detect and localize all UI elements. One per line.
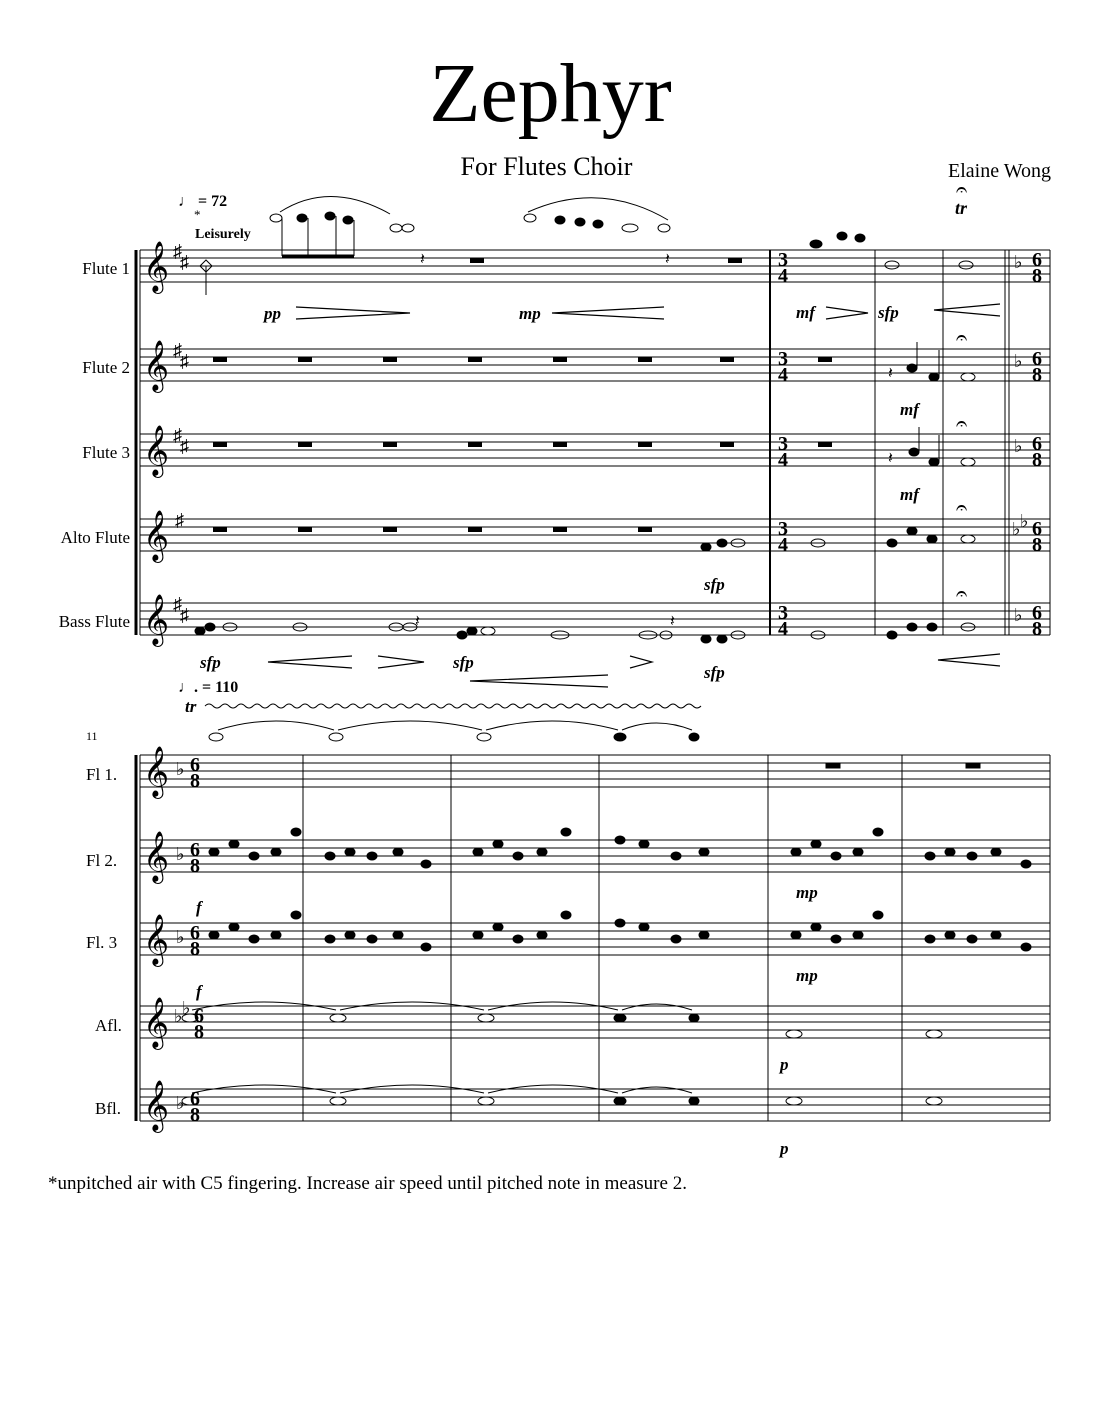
sharp-icon: ♯ (175, 510, 184, 530)
svg-text:𝄽: 𝄽 (665, 251, 670, 268)
svg-text:8: 8 (1032, 449, 1042, 471)
trill-mark: tr (185, 697, 197, 716)
treble-clef-icon: 𝄞 (143, 341, 170, 390)
svg-text:3: 3 (778, 518, 788, 540)
dynamic-f: f (196, 898, 202, 917)
fermata-icon: 𝄐 (956, 327, 968, 349)
staff-bfl (140, 1089, 1050, 1121)
svg-text:8: 8 (190, 855, 200, 877)
system-2-dynamics (196, 883, 818, 1158)
instrument-label-flute-1: Flute 1 (82, 259, 130, 278)
svg-text:6: 6 (1032, 249, 1042, 271)
flute-1-notes (200, 179, 973, 295)
dynamic-sfp: sfp (704, 663, 725, 682)
svg-text:𝄽: 𝄽 (415, 613, 420, 630)
sharp-icon: ♯ (173, 241, 182, 261)
sharp-icon: ♯ (180, 605, 189, 625)
score-title: Zephyr (429, 47, 672, 140)
system-1-clefs (143, 242, 169, 647)
dynamic-mp: mp (519, 304, 541, 323)
sharp-icon: ♯ (173, 425, 182, 445)
treble-clef-icon: 𝄞 (143, 747, 170, 796)
svg-text:3: 3 (778, 249, 788, 271)
staff-fl-1 (140, 755, 1050, 787)
svg-text:𝄽: 𝄽 (888, 365, 893, 382)
treble-clef-icon: 𝄞 (143, 832, 170, 881)
instrument-label-flute-3: Flute 3 (82, 443, 130, 462)
svg-text:8: 8 (1032, 364, 1042, 386)
svg-text:6: 6 (194, 1005, 204, 1027)
instrument-label-bfl: Bfl. (95, 1099, 121, 1118)
treble-clef-icon: 𝄞 (143, 511, 170, 560)
footnote-text: *unpitched air with C5 fingering. Increase air speed until pitched note in measure 2. (48, 1173, 687, 1194)
dynamic-p: p (780, 1139, 789, 1158)
svg-text:8: 8 (1032, 265, 1042, 287)
system-2-key-time (174, 754, 204, 1126)
svg-text:3: 3 (778, 602, 788, 624)
fermata-icon: 𝄐 (956, 179, 968, 201)
svg-text:4: 4 (778, 449, 788, 471)
svg-text:♭: ♭ (176, 927, 185, 947)
measure-number: 11 (86, 729, 98, 743)
svg-text:8: 8 (1032, 534, 1042, 556)
dynamic-sfp: sfp (200, 653, 221, 672)
treble-clef-icon: 𝄞 (143, 1081, 170, 1130)
treble-clef-icon: 𝄞 (143, 426, 170, 475)
svg-text:6: 6 (1032, 518, 1042, 540)
svg-text:6: 6 (190, 922, 200, 944)
svg-text:8: 8 (1032, 618, 1042, 640)
end-key-time-6-8 (1012, 249, 1042, 640)
fermata-icon: 𝄐 (956, 413, 968, 435)
score-subtitle: For Flutes Choir (460, 152, 633, 181)
svg-text:♭: ♭ (182, 998, 191, 1018)
instrument-label-afl: Afl. (95, 1016, 122, 1035)
instrument-label-bass-flute: Bass Flute (58, 612, 130, 631)
sharp-icon: ♯ (173, 340, 182, 360)
svg-text:6: 6 (190, 1088, 200, 1110)
svg-text:♭: ♭ (176, 759, 185, 779)
tempo-marking-2: ♩. = 110 (178, 679, 239, 696)
dynamic-mf: mf (900, 485, 919, 504)
svg-text:8: 8 (194, 1021, 204, 1043)
dynamic-p: p (780, 1055, 789, 1074)
svg-text:6: 6 (190, 839, 200, 861)
sharp-icon: ♯ (173, 594, 182, 614)
svg-text:4: 4 (778, 618, 788, 640)
sharp-icon: ♯ (180, 436, 189, 456)
instrument-label-fl-3: Fl. 3 (86, 933, 118, 952)
treble-clef-icon: 𝄞 (143, 998, 170, 1047)
system-1-rests (213, 258, 832, 532)
time-signature-3-4 (778, 249, 788, 640)
fermata-icon: 𝄐 (956, 497, 968, 519)
svg-text:♭: ♭ (1012, 519, 1021, 539)
svg-text:6: 6 (1032, 348, 1042, 370)
dynamic-f: f (196, 982, 202, 1001)
svg-text:8: 8 (190, 1104, 200, 1126)
system-1-hairpins (268, 304, 1000, 687)
dynamic-mp: mp (796, 883, 818, 902)
svg-text:8: 8 (190, 938, 200, 960)
fl-1-notes (209, 721, 980, 768)
svg-text:4: 4 (778, 265, 788, 287)
footnote-asterisk: * (194, 207, 201, 222)
svg-text:4: 4 (778, 364, 788, 386)
svg-text:♭: ♭ (1014, 436, 1023, 456)
svg-text:3: 3 (778, 348, 788, 370)
flute-2-3-notes (888, 327, 975, 467)
svg-text:𝄽: 𝄽 (670, 613, 675, 630)
sharp-icon: ♯ (180, 351, 189, 371)
trill-wavy-line (205, 704, 701, 708)
sharp-icon: ♯ (180, 252, 189, 272)
svg-text:♭: ♭ (1014, 252, 1023, 272)
instrument-label-alto-flute: Alto Flute (60, 528, 130, 547)
expression-leisurely: Leisurely (195, 227, 251, 242)
afl-bfl-notes (182, 1002, 942, 1105)
system-2-clefs (143, 747, 169, 1133)
dynamic-sfp: sfp (878, 303, 899, 322)
svg-text:♭: ♭ (1014, 605, 1023, 625)
svg-text:6: 6 (1032, 433, 1042, 455)
fl-2-3-notes (209, 828, 1031, 951)
svg-text:♭: ♭ (176, 844, 185, 864)
instrument-label-fl-1: Fl 1. (86, 765, 118, 784)
bass-flute-notes (195, 583, 975, 643)
composer-name: Elaine Wong (948, 160, 1051, 182)
fermata-icon: 𝄐 (956, 583, 968, 605)
treble-clef-icon: 𝄞 (143, 595, 170, 644)
system-1-key-signatures (173, 241, 189, 625)
svg-text:8: 8 (190, 770, 200, 792)
svg-text:♭: ♭ (1020, 511, 1029, 531)
dynamic-sfp: sfp (704, 575, 725, 594)
trill-mark: tr (955, 198, 968, 218)
svg-text:♭: ♭ (174, 1006, 183, 1026)
dynamic-sfp: sfp (453, 653, 474, 672)
svg-text:3: 3 (778, 433, 788, 455)
svg-text:4: 4 (778, 534, 788, 556)
staff-flute-1 (140, 250, 1050, 282)
svg-text:𝄽: 𝄽 (888, 450, 893, 467)
treble-clef-icon: 𝄞 (143, 242, 170, 291)
svg-text:6: 6 (190, 754, 200, 776)
svg-text:6: 6 (1032, 602, 1042, 624)
dynamic-mf: mf (796, 303, 815, 322)
tempo-marking-1: ♩ = 72 (178, 193, 228, 210)
dynamic-mf: mf (900, 400, 919, 419)
dynamic-pp: pp (264, 304, 281, 323)
svg-text:♭: ♭ (1014, 351, 1023, 371)
treble-clef-icon: 𝄞 (143, 915, 170, 964)
instrument-label-flute-2: Flute 2 (82, 358, 130, 377)
staff-afl (140, 1006, 1050, 1038)
instrument-label-fl-2: Fl 2. (86, 851, 118, 870)
svg-text:𝄽: 𝄽 (420, 251, 425, 268)
svg-text:♭: ♭ (176, 1093, 185, 1113)
dynamic-mp: mp (796, 966, 818, 985)
